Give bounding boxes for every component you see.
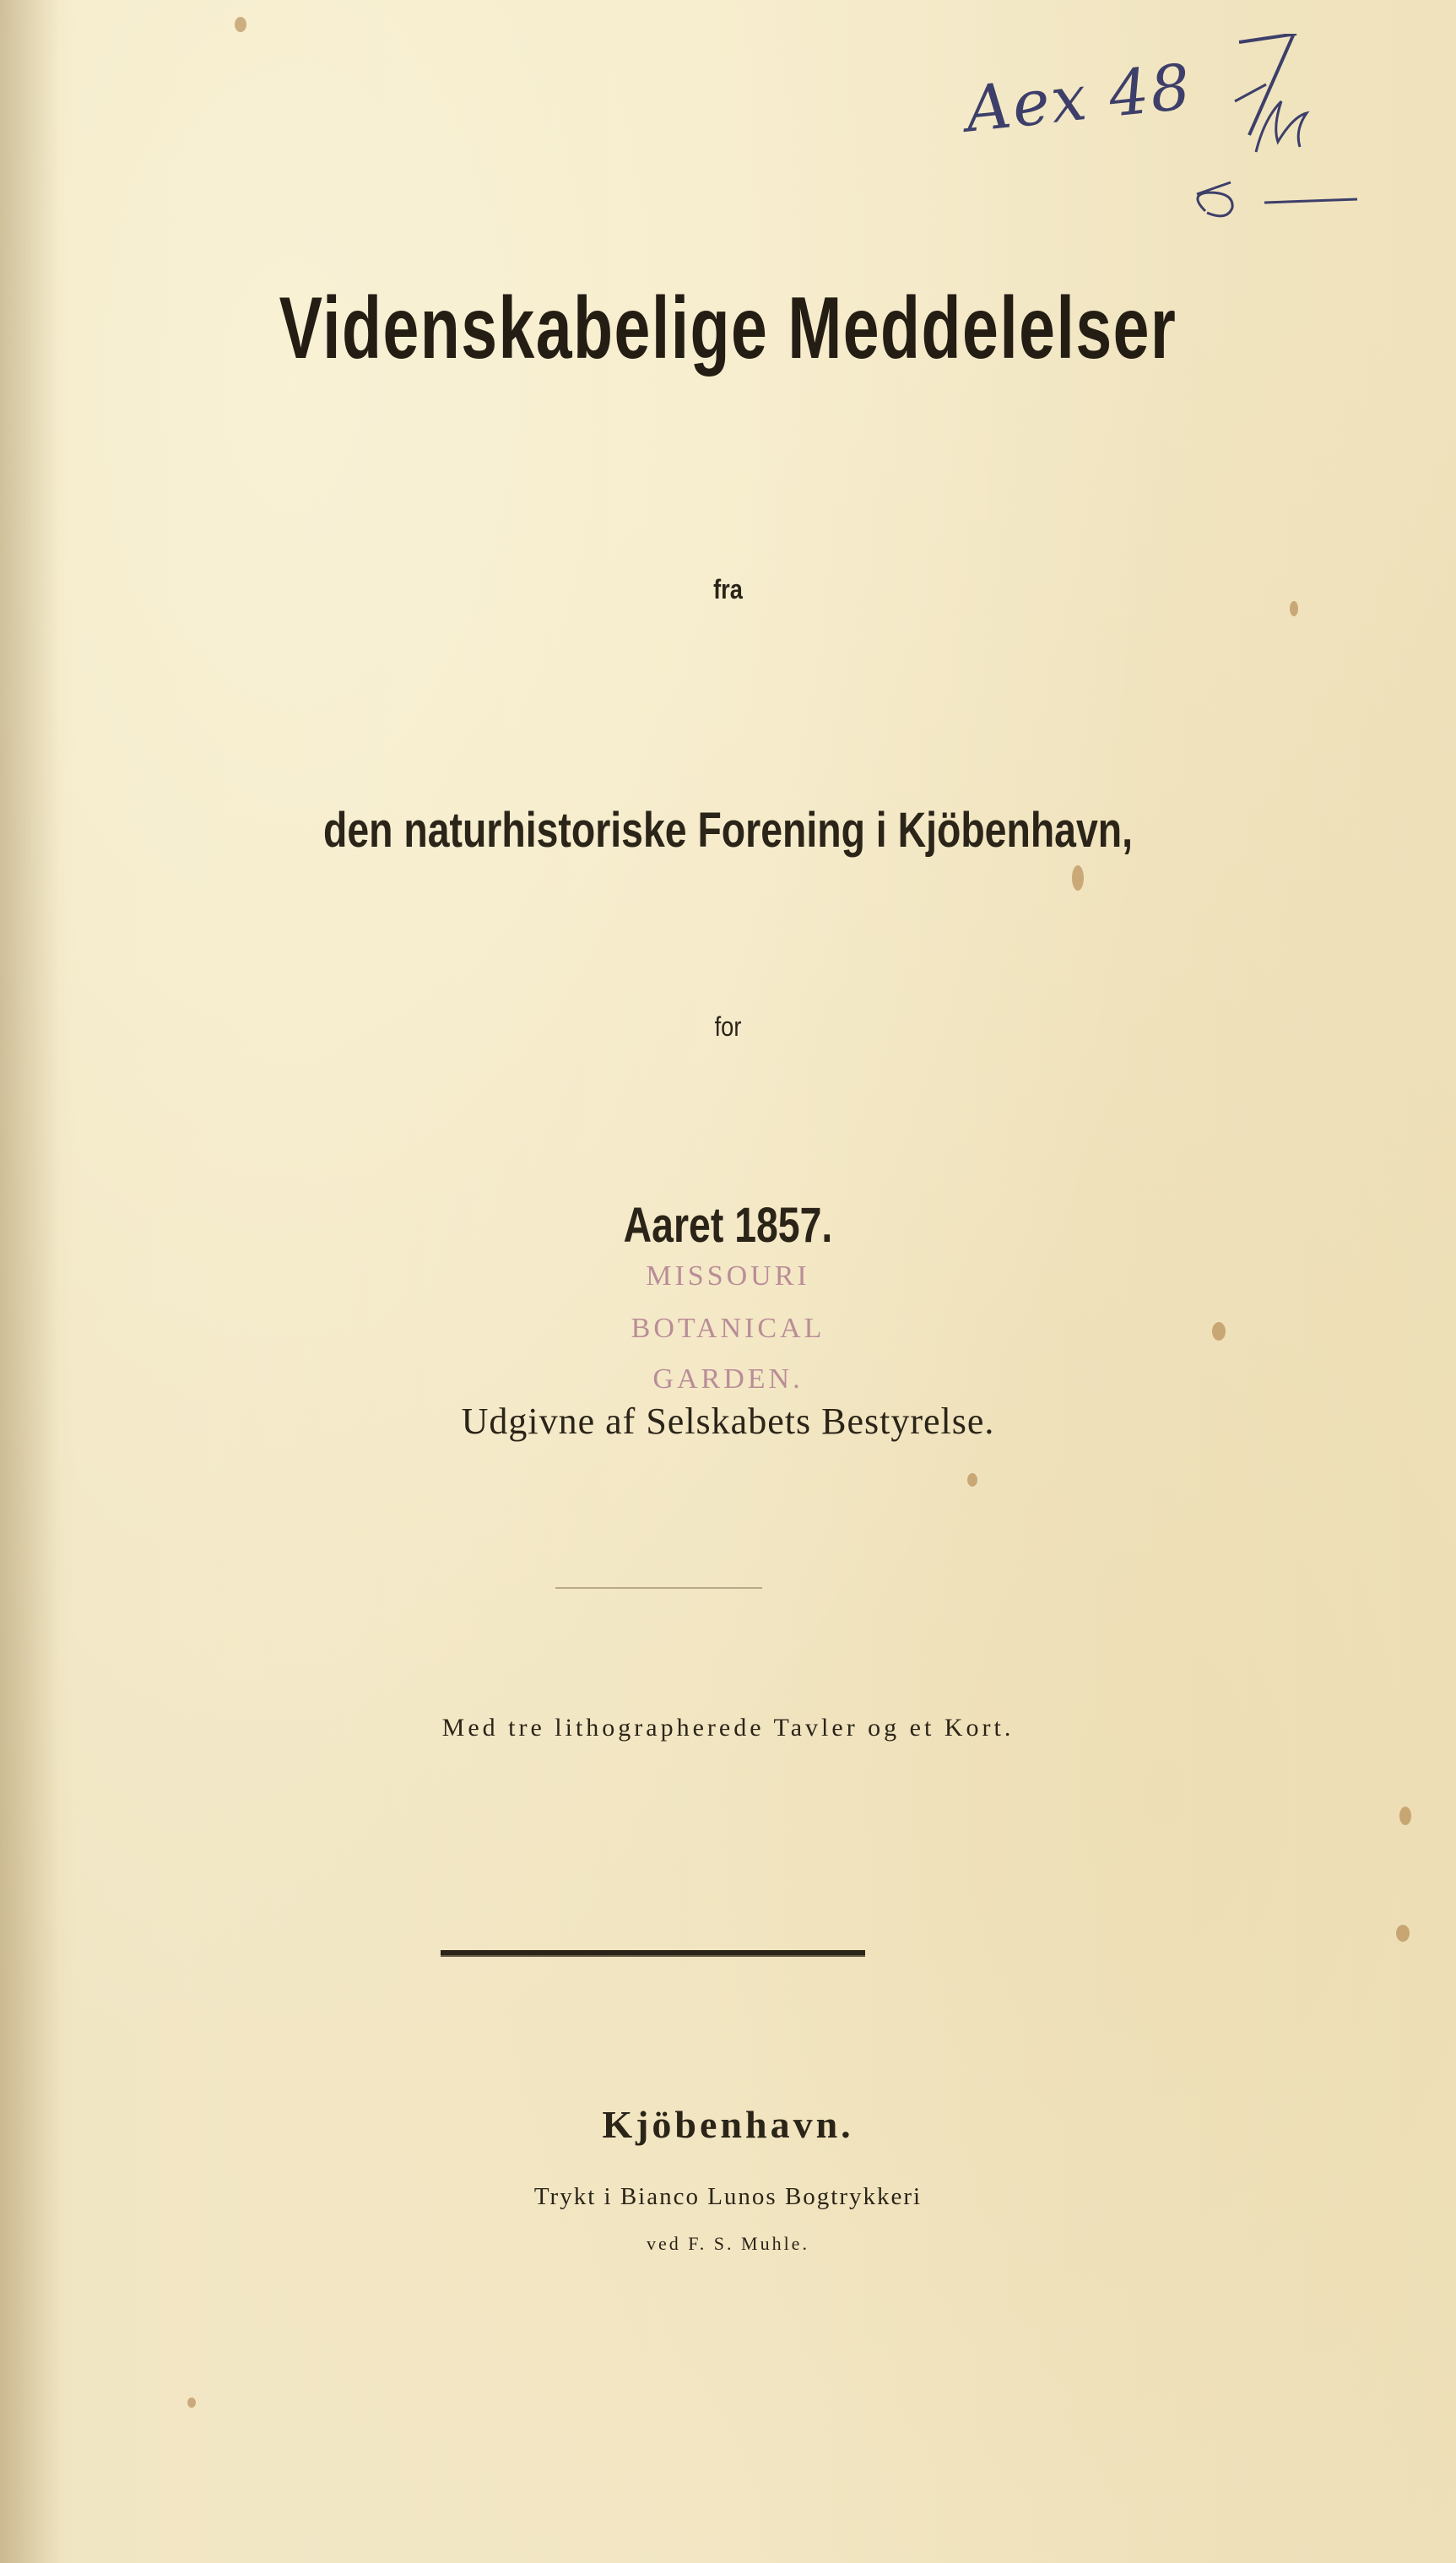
foxing-spot — [235, 17, 246, 32]
printer-line: Trykt i Bianco Lunos Bogtrykkeri — [533, 2183, 923, 2210]
from-label: fra — [713, 574, 743, 604]
printer-subline: ved F. S. Muhle. — [647, 2233, 809, 2254]
foxing-spot — [967, 1473, 977, 1487]
divider-thick — [441, 1950, 865, 1957]
foxing-spot — [1072, 865, 1084, 891]
society-name: den naturhistoriske Forening i Kjöbenhavn, — [322, 803, 1134, 858]
library-stamp-line-1: MISSOURI — [646, 1260, 810, 1292]
for-label: for — [714, 1011, 742, 1042]
book-title: Videnskabelige Meddelelser — [279, 279, 1177, 377]
imprint-city: Kjöbenhavn. — [602, 2103, 854, 2146]
handwritten-strokes-icon — [952, 34, 1374, 228]
divider-short — [555, 1587, 762, 1589]
foxing-spot — [1396, 1925, 1410, 1942]
handwritten-shelfmark: Aex 48 — [952, 34, 1374, 228]
plates-note: Med tre lithographerede Tavler og et Kort. — [441, 1714, 1015, 1742]
foxing-spot — [1399, 1807, 1411, 1825]
foxing-spot — [187, 2398, 196, 2408]
year-heading: Aaret 1857. — [623, 1198, 833, 1253]
library-stamp-line-2: BOTANICAL — [631, 1313, 825, 1344]
library-stamp-line-3: GARDEN. — [652, 1363, 804, 1395]
publisher-line: Udgivne af Selskabets Bestyrelse. — [461, 1401, 995, 1442]
